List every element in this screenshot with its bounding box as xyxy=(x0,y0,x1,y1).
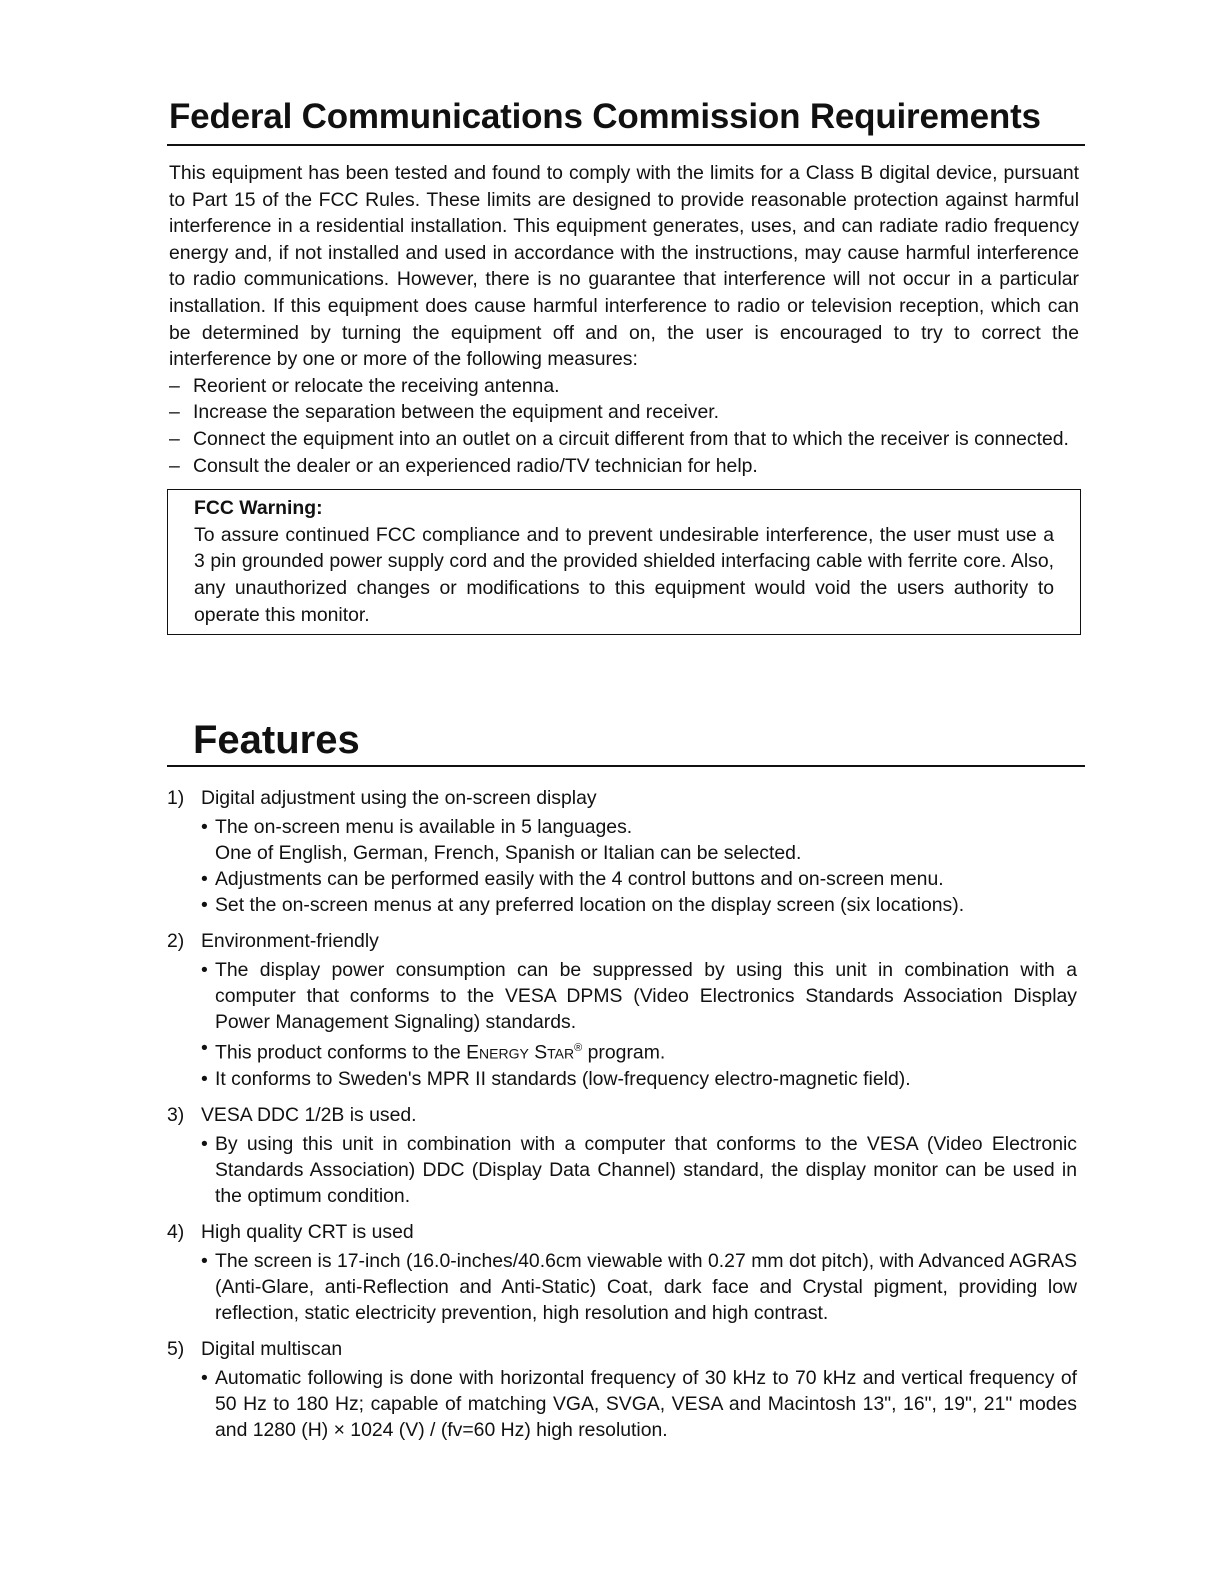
list-item: • Adjustments can be performed easily with the 4 control buttons and on-screen menu. xyxy=(201,868,944,891)
list-item: – Consult the dealer or an experienced radio/TV technician for help. xyxy=(169,453,1085,480)
list-item: • Automatic following is done with horizontal frequency of 30 kHz to 70 kHz and vertical frequency of 50 Hz to 180 Hz; capable of matching VGA, SVGA, VESA and Macintosh 13", 16", 19", 21" modes and 1280 (H) × 1024 (V) / (fv=60 Hz) high resolution. xyxy=(201,1366,1077,1441)
feature-item xyxy=(167,1102,1085,1209)
bullet-glyph: • xyxy=(201,894,208,917)
dash-glyph: – xyxy=(169,454,180,477)
bullet-glyph: • xyxy=(201,816,208,839)
dash-glyph: – xyxy=(169,374,180,397)
fcc-intro: This equipment has been tested and found to comply with the limits for a Class B digital device, pursuant to Part 15 of the FCC Rules. These limits are designed to provide reasonable protection against harmful interference in a residential installation. This equipment generates, uses, and can radiate radio frequency energy and, if not installed and used in accordance with the instructions, may cause harmful interference to radio communications. However, there is no guarantee that interference will not occur in a particular installation. If this equipment does cause harmful interference to radio or television reception, which can be determined by turning the equipment off and on, the user is encouraged to try to correct the interference by one or more of the following measures: xyxy=(169,162,1079,371)
fcc-title: Federal Communications Commission Requirements xyxy=(167,92,1085,146)
feature-heading: High quality CRT is used xyxy=(201,1220,414,1243)
list-item: • The screen is 17-inch (16.0-inches/40.6cm viewable with 0.27 mm dot pitch), with Advanced AGRAS (Anti-Glare, anti-Reflection and Anti-Static) Coat, dark face and Crystal pigment, providing low reflection, static electricity prevention, high resolution and high contrast. xyxy=(201,1249,1077,1324)
feature-heading: Digital multiscan xyxy=(201,1337,343,1360)
list-item: – Reorient or relocate the receiving antenna. xyxy=(169,373,1085,400)
bullet-glyph: • xyxy=(201,1132,208,1155)
feature-item xyxy=(167,928,1085,1091)
feature-number: 2) xyxy=(167,930,185,953)
features-list xyxy=(167,785,1085,1442)
bullet-glyph: • xyxy=(201,1067,208,1090)
list-item: • The on-screen menu is available in 5 languages. One of English, German, French, Spanish or Italian can be selected. xyxy=(201,816,802,865)
feature-item xyxy=(167,785,1085,918)
bullet-glyph: • xyxy=(201,1366,208,1389)
manual-page xyxy=(167,92,1085,1453)
list-item: • By using this unit in combination with a computer that conforms to the VESA (Video Electronic Standards Association) DDC (Display Data Channel) standard, the display monitor can be used in the optimum condition. xyxy=(201,1132,1077,1207)
bullet-glyph: • xyxy=(201,1037,208,1060)
feature-number: 4) xyxy=(167,1220,185,1243)
feature-item xyxy=(167,1336,1085,1443)
feature-heading: VESA DDC 1/2B is used. xyxy=(201,1103,417,1126)
feature-number: 1) xyxy=(167,787,185,810)
dash-glyph: – xyxy=(169,401,180,424)
bullet-glyph: • xyxy=(201,1249,208,1272)
feature-item xyxy=(167,1219,1085,1326)
list-item: – Connect the equipment into an outlet on a circuit different from that to which the receiver is connected. xyxy=(169,426,1085,453)
energy-star-brand: Energy Star xyxy=(466,1041,575,1064)
bullet-glyph: • xyxy=(201,868,208,891)
bullet-glyph: • xyxy=(201,959,208,982)
list-item: • This product conforms to the Energy Star® program. xyxy=(201,1037,666,1064)
feature-number: 5) xyxy=(167,1337,185,1360)
list-item: • It conforms to Sweden's MPR II standards (low-frequency electro-magnetic field). xyxy=(201,1067,911,1090)
list-item: • Set the on-screen menus at any preferred location on the display screen (six locations). xyxy=(201,894,965,917)
fcc-warning-box xyxy=(167,489,1081,635)
feature-heading: Digital adjustment using the on-screen display xyxy=(201,787,597,810)
list-item: – Increase the separation between the equipment and receiver. xyxy=(169,399,1085,426)
warning-body: To assure continued FCC compliance and to prevent undesirable interference, the user must use a 3 pin grounded power supply cord and the provided shielded interfacing cable with ferrite core. Also, any unauthorized changes or modifications to this equipment would void the users authority to operate this monitor. xyxy=(194,523,1054,626)
feature-heading: Environment-friendly xyxy=(201,930,379,953)
features-title: Features xyxy=(167,715,1085,767)
measures-list xyxy=(167,373,1085,479)
warning-title: FCC Warning: xyxy=(194,497,323,520)
list-item: • The display power consumption can be suppressed by using this unit in combination with a computer that conforms to the VESA DPMS (Video Electronics Standards Association Display Power Management Signaling) standards. xyxy=(201,959,1077,1034)
registered-mark: ® xyxy=(574,1042,583,1055)
dash-glyph: – xyxy=(169,427,180,450)
feature-number: 3) xyxy=(167,1103,185,1126)
